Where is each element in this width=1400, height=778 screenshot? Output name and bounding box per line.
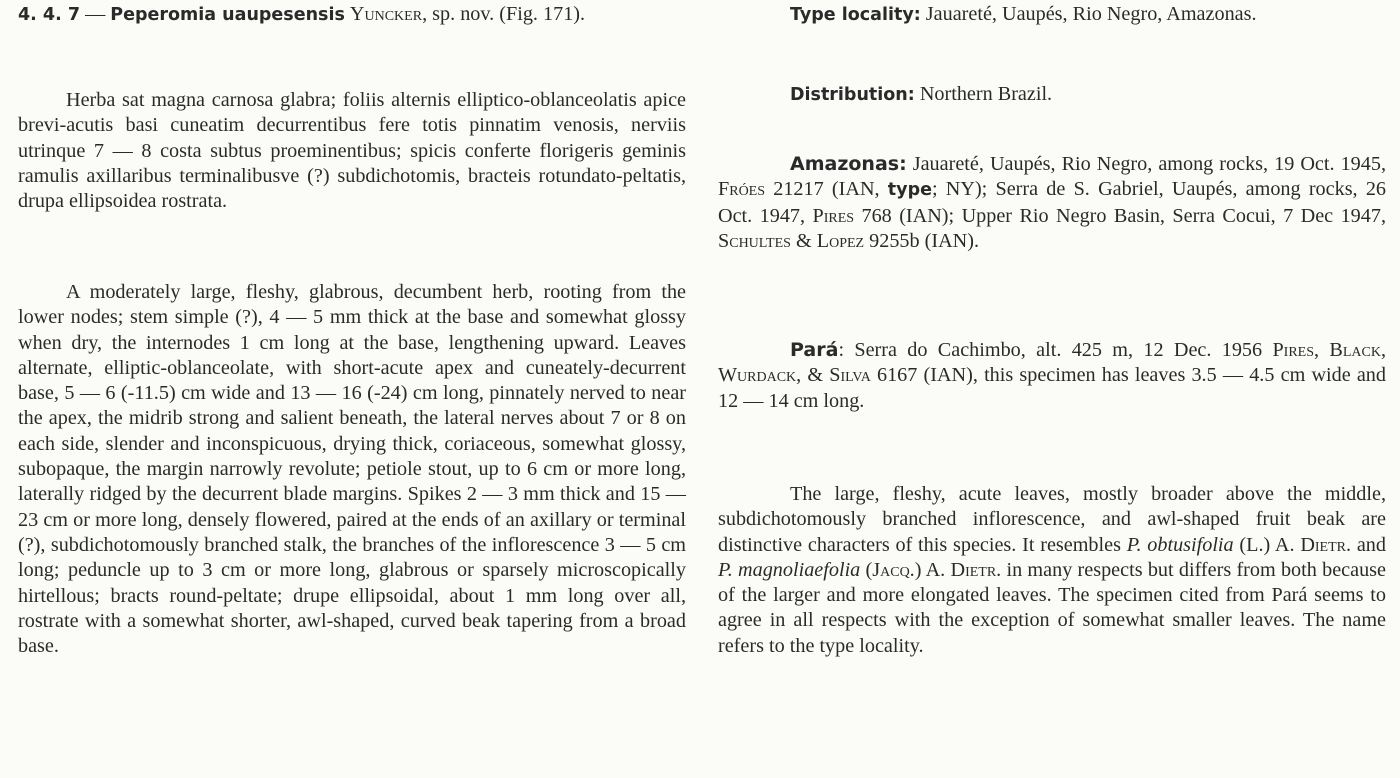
left-column [18, 2, 686, 658]
heading-dash: — [80, 3, 111, 25]
type-locality-text: Jauareté, Uaupés, Rio Negro, Amazonas. [920, 3, 1257, 25]
distribution-label: Distribution: [790, 85, 915, 105]
remarks-text-6: in many respects but differs from both because of the larger and more elongated leaves. The specimen cited from Pará seems to agree in all respects with the exception of somewhat smaller leaves. The name refers to the type locality. [718, 558, 1386, 657]
author-dietr-2: Dietr. [950, 558, 1002, 581]
amazonas-text-4: 768 (IAN); Upper Rio Negro Basin, Serra Cocui, 7 Dec 1947, [854, 204, 1386, 227]
amazonas-text-2: 21217 (IAN, [765, 178, 888, 201]
para-label: Pará [790, 339, 839, 361]
distribution [718, 82, 1386, 108]
remarks-text-1: The large, fleshy, acute leaves, mostly broader above the middle, subdichotomously branched inflorescence, and awl-shaped fruit beak are distinctive characters of this species. It resembles [718, 483, 1386, 556]
collector-pires: Pires [812, 204, 855, 227]
species-obtusifolia: P. obtusifolia [1126, 533, 1234, 556]
remarks-text-4: ( [860, 558, 873, 581]
distribution-text: Northern Brazil. [914, 83, 1053, 105]
para-text-2: 6167 (IAN), this specimen has leaves 3.5 — 4.5 cm wide and 12 — 14 cm long. [718, 364, 1386, 412]
amazonas-text-3: ; NY); Serra de S. Gabriel, Uaupés, among rocks, 26 Oct. 1947, [718, 178, 1387, 227]
species-author: Yuncker [349, 3, 423, 25]
amazonas-text-1: Jauareté, Uaupés, Rio Negro, among rocks, 19 Oct. 1945, [906, 153, 1386, 175]
amazonas-specimens [718, 152, 1386, 254]
amazonas-text-5: & [790, 229, 817, 252]
remarks [718, 482, 1386, 659]
collector-schultes: Schultes [718, 229, 791, 252]
remarks-text-5: ) A. [914, 558, 951, 581]
species-heading [18, 2, 686, 28]
author-dietr-1: Dietr. [1300, 533, 1352, 556]
remarks-text-3: and [1351, 533, 1386, 556]
para-collectors: Pires, Black, Wurdack, & Silva [718, 339, 1387, 387]
species-nov: , sp. nov. (Fig. 171). [422, 3, 586, 25]
english-description: A moderately large, fleshy, glabrous, decumbent herb, rooting from the lower nodes; stem simple (?), 4 — 5 mm thick at the base and somewhat glossy when dry, the internodes 1 cm long at the base, lengthening upward. Leaves alternate, elliptic-oblanceolate, with short-acute apex and cuneately-decurrent base, 5 — 6 (-11.5) cm wide and 13 — 16 (-24) cm long, pinnately nerved to near the apex, the midrib strong and salient beneath, the lateral nerves about 7 or 8 on each side, slender and inconspicuous, drying thick, coriaceous, somewhat glossy, subopaque, the margin narrowly revolute; petiole stout, up to 6 cm or more long, laterally ridged by the decurrent blade margins. Spikes 2 — 3 mm thick and 15 — 23 cm or more long, densely flowered, paired at the ends of an axillary or terminal (?), subdichotomously branched stalk, the branches of the inflorescence 3 — 5 cm long; peduncle up to 3 cm or more long, glabrous or sparsely microscopically hirtellous; bracts round-peltate; drupe ellipsoidal, about 1 mm long over all, rostrate with a somewhat shorter, awl-shaped, curved beak tapering from a broad base. [18, 281, 686, 658]
species-name: Peperomia uaupesensis [110, 5, 345, 25]
species-magnoliaefolia: P. magnoliaefolia [718, 558, 861, 581]
species-number: 4. 4. 7 [18, 5, 81, 25]
type-locality-label: Type locality: [790, 5, 921, 25]
collector-lopez: Lopez [816, 229, 865, 252]
author-jacq: Jacq. [872, 558, 915, 581]
type-word: type [887, 180, 932, 201]
amazonas-text-6: 9255b (IAN). [864, 229, 980, 252]
collector-froes: Fróes [718, 178, 766, 201]
latin-description: Herba sat magna carnosa glabra; foliis alternis elliptico-oblanceolatis apice brevi-acutis basi cuneatim decurrentibus fere totis pinnatim venosis, nerviis utrinque 7 — 8 costa subtus proeminentibus; spicis conferte florigeris geminis ramulis axillaribus terminalibusve (?) subdichotomis, bracteis rotundato-peltatis, drupa ellipsoidea rostrata. [18, 89, 686, 213]
para-specimens [718, 338, 1386, 414]
type-locality [718, 2, 1386, 28]
amazonas-label: Amazonas: [790, 153, 907, 175]
para-text-1: : Serra do Cachimbo, alt. 425 m, 12 Dec. 1956 [838, 339, 1273, 361]
remarks-text-2: (L.) A. [1233, 533, 1301, 556]
